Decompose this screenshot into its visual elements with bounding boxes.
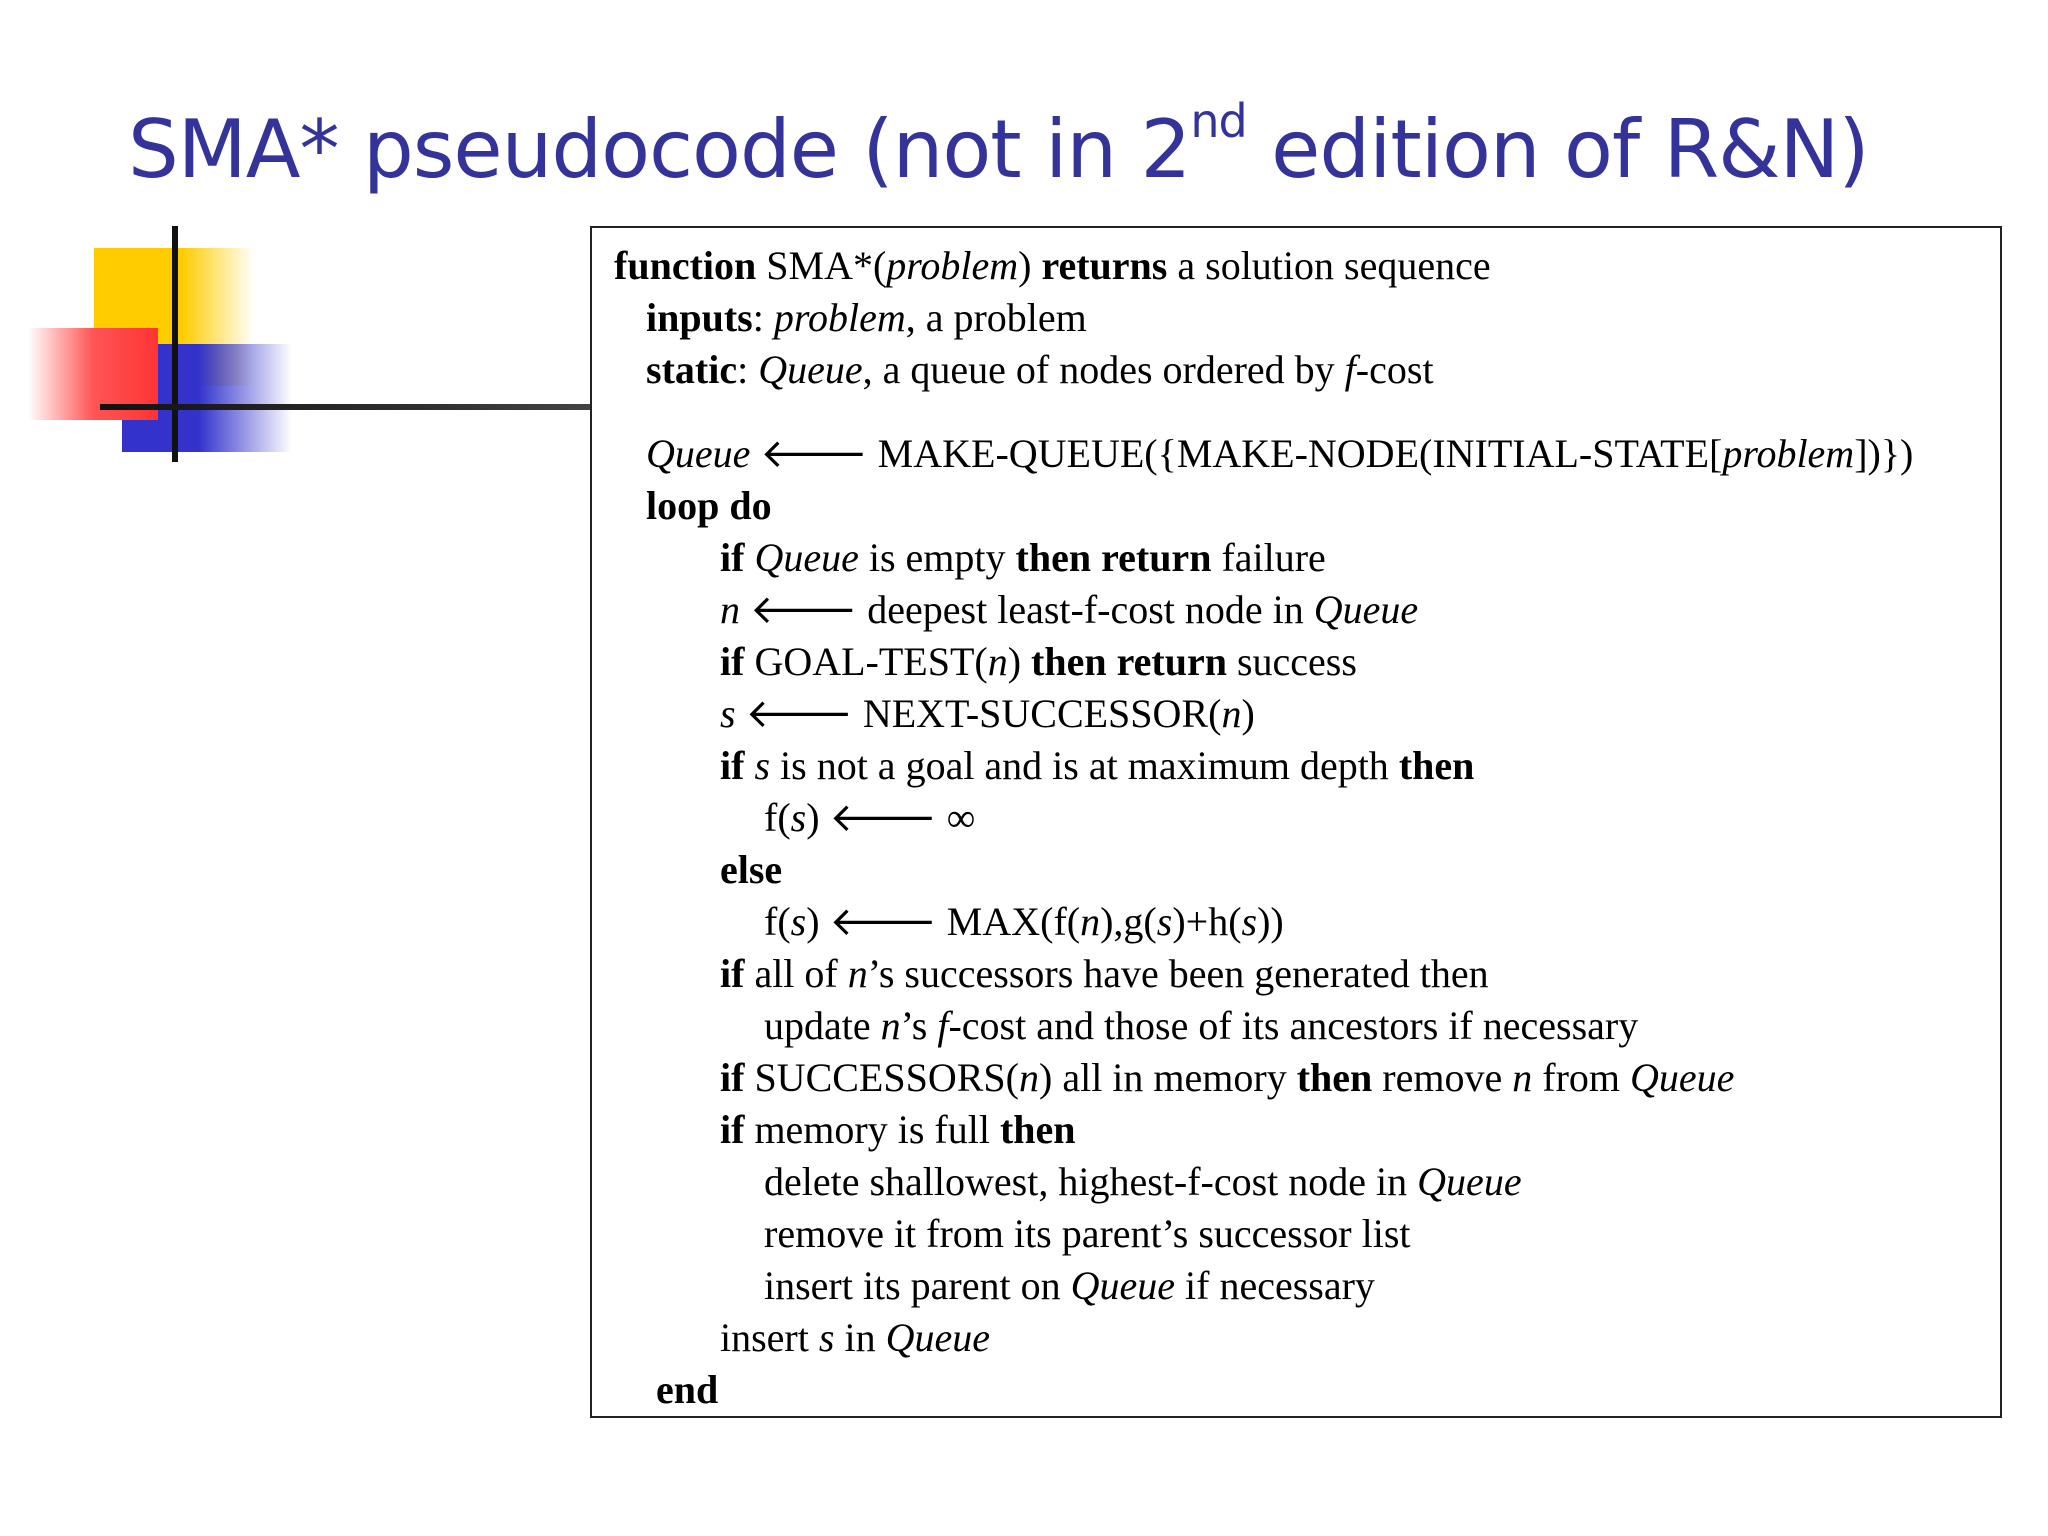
code-token: )) (1257, 899, 1284, 944)
code-token: Queue (885, 1315, 990, 1360)
code-token: function (614, 243, 757, 288)
code-token: ) 🡐 MAX(f( (806, 899, 1081, 944)
pseudocode-line (656, 1364, 718, 1416)
code-token: , a queue of nodes ordered by (862, 347, 1345, 392)
code-token: if necessary (1175, 1263, 1375, 1308)
code-token: end (656, 1367, 719, 1412)
code-token: n (880, 1003, 901, 1048)
pseudocode-line (764, 1156, 1522, 1208)
code-token: , a problem (905, 295, 1087, 340)
pseudocode-line (720, 1052, 1734, 1104)
code-token: ’s (900, 1003, 938, 1048)
code-token: ),g( (1100, 899, 1157, 944)
code-token: if (720, 743, 745, 788)
code-token: ’s successors have been generated then (867, 951, 1489, 996)
code-token: s (1156, 899, 1173, 944)
pseudocode-line (720, 1104, 1076, 1156)
code-token: s (790, 899, 807, 944)
slide-title (128, 94, 1869, 200)
code-token: memory is full (744, 1107, 1000, 1152)
code-token: f( (764, 899, 791, 944)
code-token: if (720, 951, 745, 996)
pseudocode-line (720, 844, 782, 896)
code-token: if (720, 1107, 745, 1152)
code-token: Queue (754, 535, 859, 580)
title-tail: edition of R&N) (1246, 103, 1869, 196)
pseudocode-line (720, 532, 1326, 584)
code-token: inputs (646, 295, 753, 340)
code-token: if (720, 535, 745, 580)
code-token: then (1398, 743, 1475, 788)
code-token: : (752, 295, 774, 340)
code-token: ) all in memory (1039, 1055, 1297, 1100)
code-token: else (720, 847, 783, 892)
title-superscript: nd (1190, 94, 1247, 149)
code-token: all of (744, 951, 848, 996)
code-token: f (937, 1003, 949, 1048)
pseudocode-line (720, 740, 1474, 792)
code-token: 🡐 deepest least-f-cost node in (740, 587, 1314, 632)
pseudocode-box (590, 226, 2002, 1418)
code-token: then return (1015, 535, 1212, 580)
code-token: 🡐 MAKE-QUEUE({MAKE-NODE(INITIAL-STATE[ (750, 431, 1723, 476)
code-token: then (999, 1107, 1076, 1152)
code-token: s (754, 743, 771, 788)
code-token: problem (773, 295, 906, 340)
code-token: then return (1031, 639, 1227, 684)
code-token: remove (1372, 1055, 1513, 1100)
code-token: s (818, 1315, 835, 1360)
code-token: loop do (646, 483, 772, 528)
code-token: f( (764, 795, 791, 840)
pseudocode-line (764, 1260, 1375, 1312)
code-token: delete shallowest, highest-f-cost node in (764, 1159, 1418, 1204)
code-token: f (1344, 347, 1356, 392)
code-token: from (1532, 1055, 1631, 1100)
code-token: ) (1007, 639, 1032, 684)
pseudocode-line (764, 792, 975, 844)
code-token: problem (1722, 431, 1855, 476)
code-token: n (987, 639, 1008, 684)
pseudocode-line (720, 1312, 990, 1364)
code-token: ) 🡐 ∞ (806, 795, 976, 840)
code-token: n (1512, 1055, 1533, 1100)
code-token: problem (886, 243, 1019, 288)
code-token: Queue (1417, 1159, 1522, 1204)
code-token: update (764, 1003, 881, 1048)
pseudocode-line (646, 344, 1434, 396)
code-token: n (847, 951, 868, 996)
code-token: SMA*( (756, 243, 887, 288)
code-token: 🡐 NEXT-SUCCESSOR( (735, 691, 1222, 736)
code-token: returns (1041, 243, 1168, 288)
pseudocode-line (646, 480, 772, 532)
code-token: s (790, 795, 807, 840)
code-token: Queue (646, 431, 751, 476)
pseudocode-line (720, 948, 1489, 1000)
code-token: Queue (1630, 1055, 1735, 1100)
code-token: ) (1241, 691, 1255, 736)
pseudocode-line (720, 688, 1255, 740)
code-token: n (1221, 691, 1242, 736)
code-token: n (1019, 1055, 1039, 1100)
pseudocode-line (614, 240, 1491, 292)
pseudocode-line (646, 292, 1087, 344)
decor-vertical-line (172, 226, 178, 462)
code-token: insert its parent on (764, 1263, 1071, 1308)
code-token: : (737, 347, 759, 392)
pseudocode-line (764, 1208, 1411, 1260)
pseudocode-line (764, 1000, 1638, 1052)
pseudocode-line (720, 584, 1418, 636)
code-token: remove it from its parent’s successor list (764, 1211, 1411, 1256)
code-token: insert (720, 1315, 819, 1360)
code-token: -cost and those of its ancestors if necessary (948, 1003, 1639, 1048)
code-token: Queue (1070, 1263, 1176, 1308)
code-token: if (720, 1055, 745, 1100)
code-token: s (720, 691, 736, 736)
code-token: ])}) (1854, 431, 1914, 476)
code-token: is not a goal and is at maximum depth (770, 743, 1399, 788)
code-token: if (720, 639, 745, 684)
code-token: Queue (1313, 587, 1419, 632)
code-token: is empty (858, 535, 1016, 580)
code-token: n (1080, 899, 1101, 944)
code-token: -cost (1355, 347, 1434, 392)
code-token (744, 535, 754, 580)
pseudocode-line (764, 896, 1284, 948)
code-token: s (1241, 899, 1258, 944)
title-main: SMA* pseudocode (not in 2 (128, 103, 1191, 196)
pseudocode-line (720, 636, 1357, 688)
code-token: then (1296, 1055, 1373, 1100)
code-token: failure (1211, 535, 1326, 580)
code-token: )+h( (1172, 899, 1242, 944)
code-token (744, 743, 754, 788)
code-token: success (1226, 639, 1357, 684)
code-token: a solution sequence (1167, 243, 1491, 288)
code-token: n (720, 587, 740, 632)
pseudocode-line (646, 428, 1913, 480)
code-token: ) (1018, 243, 1042, 288)
code-token: static (646, 347, 738, 392)
code-token: Queue (758, 347, 863, 392)
code-token: GOAL-TEST( (744, 639, 988, 684)
code-token: in (834, 1315, 886, 1360)
code-token: SUCCESSORS( (744, 1055, 1019, 1100)
